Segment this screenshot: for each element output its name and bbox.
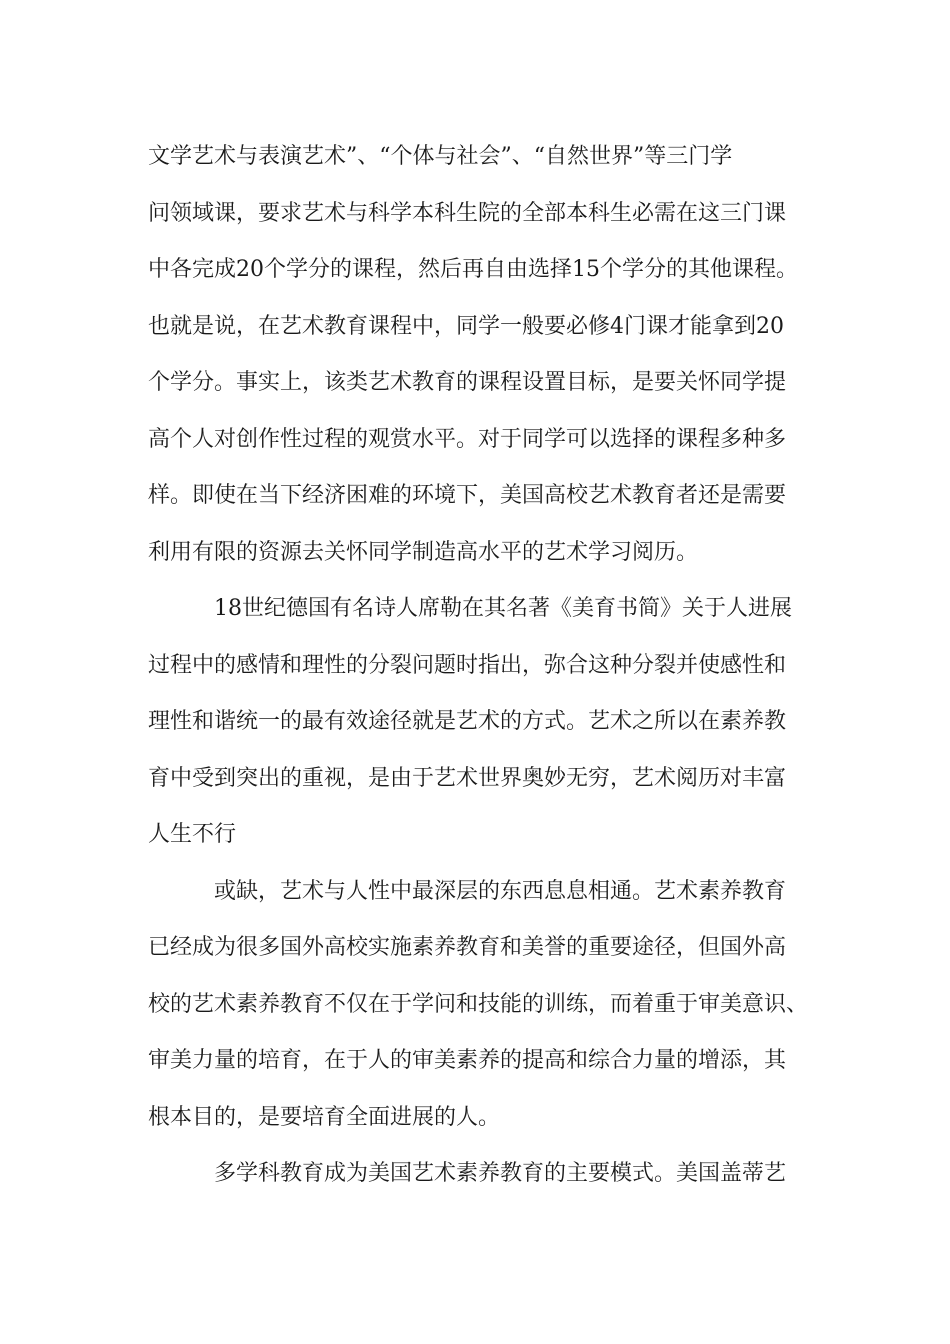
text-line: 文学艺术与表演艺术”、“个体与社会”、“自然世界”等三门学	[148, 144, 733, 169]
text-line: 人生不行	[148, 822, 237, 847]
text-line: 根本目的，是要培育全面进展的人。	[148, 1104, 501, 1130]
text-line: 样。即使在当下经济困难的环境下，美国高校艺术教育者还是需要	[148, 483, 787, 508]
text-line: 育中受到突出的重视，是由于艺术世界奥妙无穷，艺术阅历对丰富	[148, 765, 787, 791]
text-line: 也就是说，在艺术教育课程中，同学一般要必修4门课才能拿到20	[148, 313, 784, 339]
text-line: 利用有限的资源去关怀同学制造高水平的艺术学习阅历。	[148, 539, 699, 565]
text-line: 校的艺术素养教育不仅在于学问和技能的训练，而着重于审美意识、	[148, 991, 809, 1017]
text-line: 理性和谐统一的最有效途径就是艺术的方式。艺术之所以在素养教	[148, 709, 787, 734]
paragraph-first-line: 18世纪德国有名诗人席勒在其名著《美育书简》关于人进展	[214, 596, 792, 621]
text-line: 过程中的感情和理性的分裂问题时指出，弥合这种分裂并使感性和	[148, 652, 787, 678]
paragraph-first-line: 多学科教育成为美国艺术素养教育的主要模式。美国盖蒂艺	[214, 1161, 787, 1186]
text-line: 问领域课，要求艺术与科学本科生院的全部本科生必需在这三门课	[148, 200, 787, 226]
text-line: 个学分。事实上，该类艺术教育的课程设置目标，是要关怀同学提	[148, 370, 787, 395]
paragraph-first-line: 或缺，艺术与人性中最深层的东西息息相通。艺术素养教育	[214, 878, 787, 904]
text-line: 高个人对创作性过程的观赏水平。对于同学可以选择的课程多种多	[148, 426, 787, 452]
text-line: 已经成为很多国外高校实施素养教育和美誉的重要途径，但国外高	[148, 935, 787, 960]
body-text	[148, 129, 828, 1203]
text-line: 中各完成20个学分的课程，然后再自由选择15个学分的其他课程。	[148, 257, 798, 282]
text-line: 审美力量的培育，在于人的审美素养的提高和综合力量的增添，其	[148, 1048, 787, 1073]
